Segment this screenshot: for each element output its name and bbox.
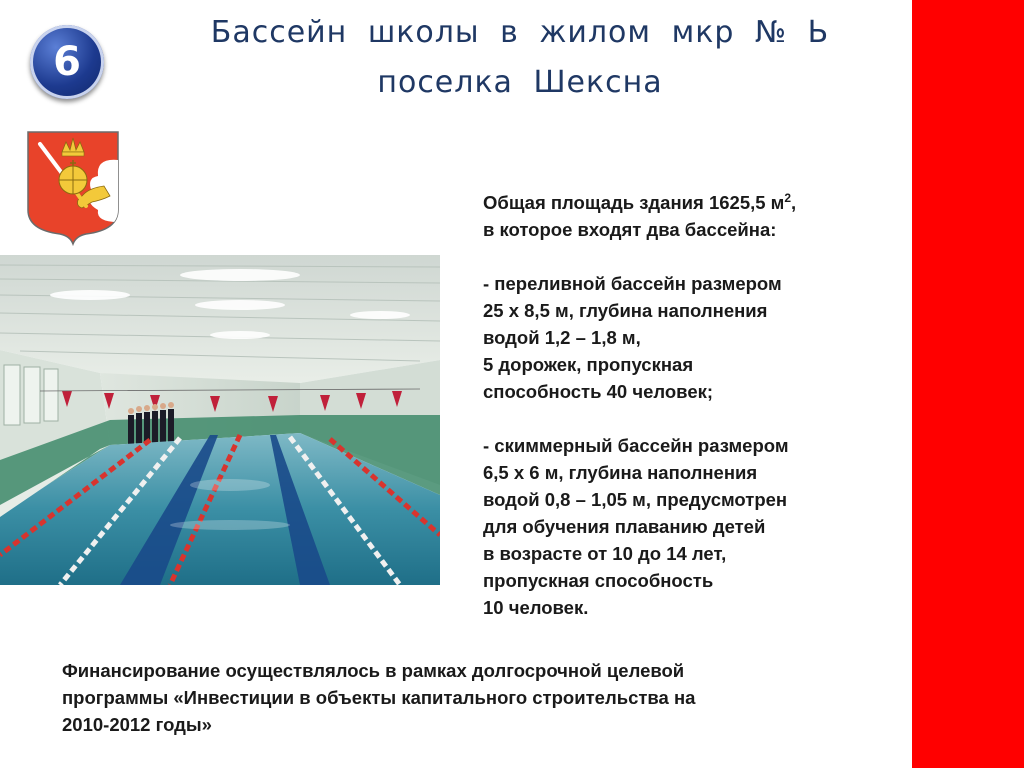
slide-title-line-1: Бассейн школы в жилом мкр № Ь bbox=[210, 15, 830, 50]
pool2-line: водой 0,8 – 1,05 м, предусмотрен bbox=[483, 489, 788, 510]
slide-number-badge bbox=[30, 25, 104, 99]
financing-line: 2010-2012 годы» bbox=[62, 714, 212, 735]
pool2-line: - скиммерный бассейн размером bbox=[483, 435, 789, 456]
pool2-line: 6,5 х 6 м, глубина наполнения bbox=[483, 462, 758, 483]
pool1-line: способность 40 человек; bbox=[483, 381, 714, 402]
pool1-line: - переливной бассейн размером bbox=[483, 273, 782, 294]
financing-note bbox=[62, 657, 892, 738]
area-tail-text: , bbox=[791, 192, 797, 213]
pool-photo bbox=[0, 255, 440, 585]
pool2-line: пропускная способность bbox=[483, 570, 714, 591]
slide-number: 6 bbox=[53, 39, 81, 85]
pool1-line: 25 х 8,5 м, глубина наполнения bbox=[483, 300, 768, 321]
side-red-band bbox=[912, 0, 1024, 768]
pool2-line: в возрасте от 10 до 14 лет, bbox=[483, 543, 727, 564]
slide-title bbox=[150, 8, 890, 108]
slide-title-line-2: поселка Шексна bbox=[377, 65, 663, 100]
financing-line: Финансирование осуществлялось в рамках долгосрочной целевой bbox=[62, 660, 685, 681]
pool-description bbox=[483, 189, 903, 621]
pool1-line: 5 дорожек, пропускная bbox=[483, 354, 694, 375]
area-line-1 bbox=[483, 189, 903, 216]
pool2-line: для обучения плаванию детей bbox=[483, 516, 766, 537]
pool1-line: водой 1,2 – 1,8 м, bbox=[483, 327, 641, 348]
area-line-2: в которое входят два бассейна: bbox=[483, 219, 777, 240]
financing-line: программы «Инвестиции в объекты капитального строительства на bbox=[62, 687, 696, 708]
area-superscript: 2 bbox=[784, 190, 792, 205]
coat-of-arms-icon bbox=[26, 130, 120, 246]
area-lead-text: Общая площадь здания 1625,5 м bbox=[483, 192, 785, 213]
pool2-line: 10 человек. bbox=[483, 597, 589, 618]
